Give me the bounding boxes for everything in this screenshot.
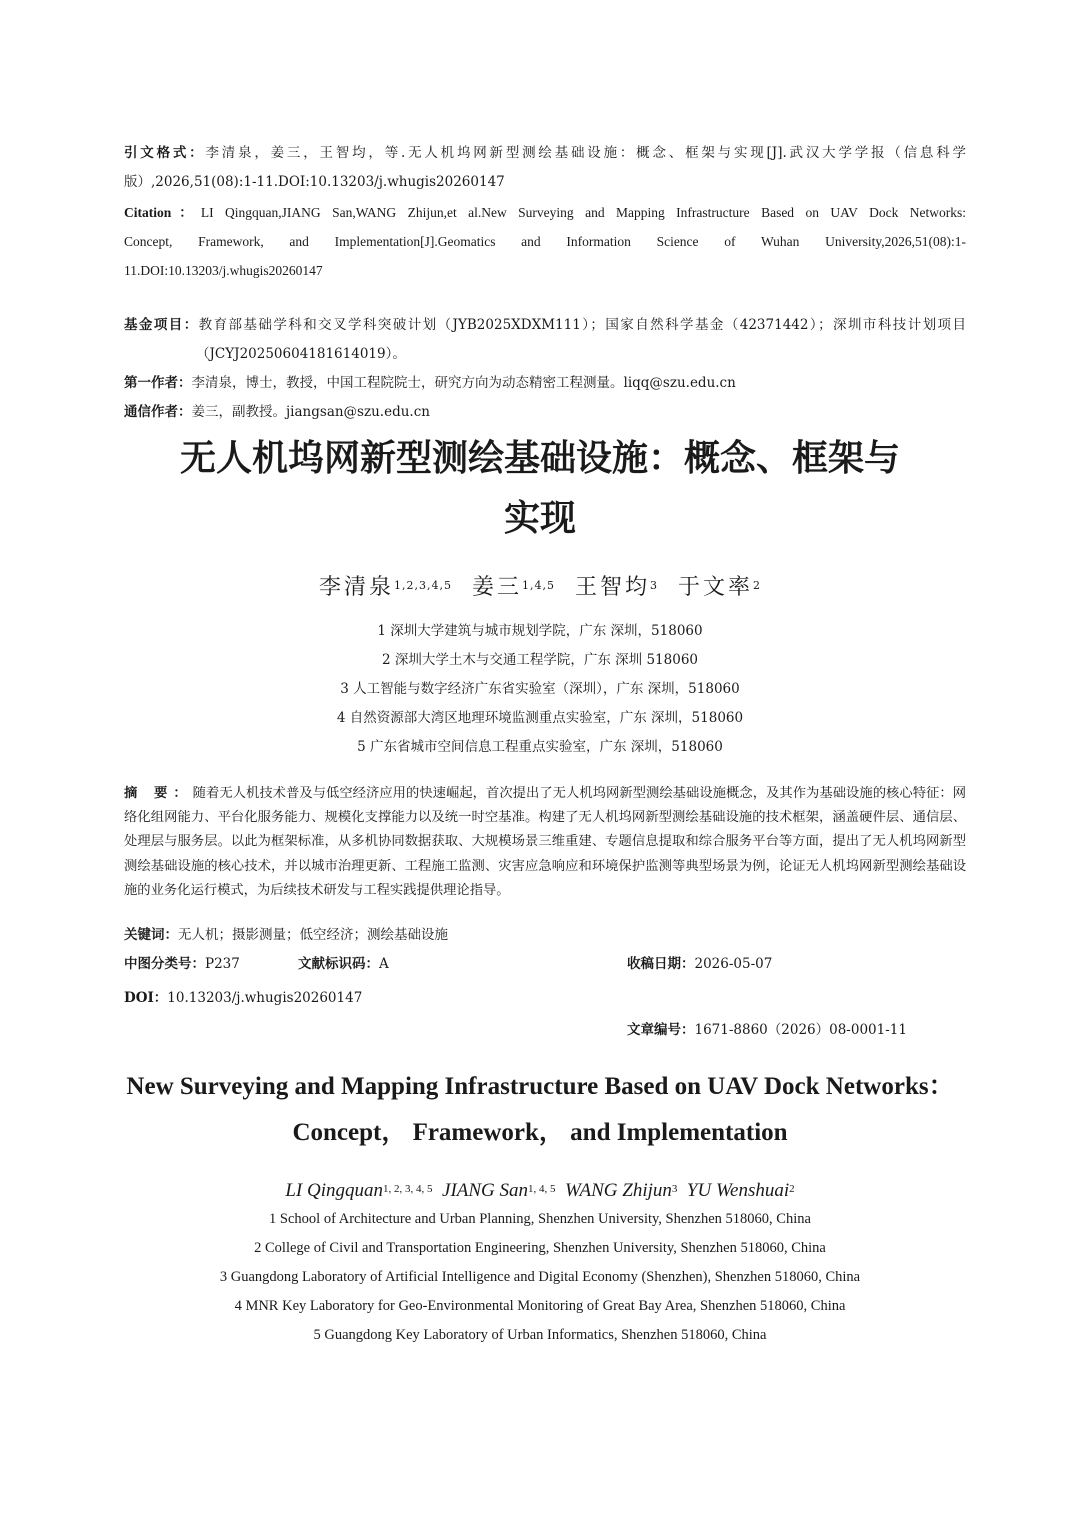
affiliation-zh-4: 4 自然资源部大湾区地理环境监测重点实验室，广东 深圳，518060 [336,710,744,726]
abstract-text: 随着无人机技术普及与低空经济应用的快速崛起，首次提出了无人机坞网新型测绘基础设施概念，及其作为基础设施的核心特征：网络化组网能力、平台化服务能力、规模化支撑能力以及统一时空基准。构建了无人机坞网新型测绘基础设施的技术框架，涵盖硬件层、通信层、处理层与服务层。以此为框架标准，从多机协同数据获取、大规模场景三维重建、专题信息提取和综合服务平台等方面，提出了无人机坞网新型测绘基础设施的核心技术，并以城市治理更新、工程施工监测、灾害应急响应和环境保护监测等典型场景为例，论证无人机坞网新型测绘基础设施的业务化运行模式，为后续技术研发与工程实践提供理论指导。 [124,786,966,898]
abstract [124,782,966,903]
first-author-info [124,369,966,398]
affiliation-zh-3: 3 人工智能与数字经济广东省实验室（深圳），广东 深圳，518060 [340,681,740,697]
document-code [298,953,389,975]
keywords-label: 关键词： [124,927,178,943]
citation-en-line-1 [124,198,966,227]
funding-label: 基金项目： [124,317,199,333]
affiliation-zh-2: 2 深圳大学土木与交通工程学院，广东 深圳 518060 [382,652,698,668]
author-zh [319,575,452,600]
author-zh-affil-sup: 2 [753,579,762,592]
author-en-name: JIANG San [442,1180,529,1201]
author-en-affil-sup: 1, 2, 3, 4, 5 [383,1183,433,1195]
title-zh-line-2: 实现 [503,497,576,539]
title-en-line-1: New Surveying and Mapping Infrastructure Based on UAV Dock Networks： [126,1073,954,1100]
author-en-name: WANG Zhijun [565,1180,672,1201]
first-author-label: 第一作者： [124,375,192,391]
citation-zh-label: 引文格式： [124,145,206,161]
authors-zh [100,568,980,608]
first-author-text: 李清泉，博士，教授，中国工程院院士，研究方向为动态精密工程测量。liqq@szu.edu.cn [191,375,736,391]
author-zh [678,575,761,600]
citation-en [124,198,966,285]
citation-en-line-2: Concept, Framework, and Implementation[J].Geomatics and Information Science of Wuhan University,2026,51(08):1- [124,234,966,249]
author-en [285,1180,432,1201]
author-zh-affil-sup: 1,4,5 [521,579,555,592]
citation-en-line-3: 11.DOI:10.13203/j.whugis20260147 [124,263,323,278]
article-number [627,1019,907,1041]
doi-value: 10.13203/j.whugis20260147 [167,990,363,1006]
author-en [565,1180,677,1201]
title-zh-line-1: 无人机坞网新型测绘基础设施：概念、框架与 [179,437,900,479]
citation-en-label: Citation： [124,205,201,220]
funding-text-1: 教育部基础学科和交叉学科突破计划（JYB2025XDXM111）；国家自然科学基金（42371442）；深圳市科技计划项目 [198,317,966,333]
citation-zh [124,139,966,197]
authors-en [100,1176,980,1206]
citation-zh-text-1: 李清泉，姜三，王智均，等.无人机坞网新型测绘基础设施：概念、框架与实现[J].武汉大学学报（信息科学 [205,145,966,161]
funding-line-2: （JCYJ20250604181614019）。 [196,346,406,362]
author-zh-name: 王智均 [574,575,650,600]
keywords [124,924,448,946]
affiliation-en-2: 2 College of Civil and Transportation Engineering, Shenzhen University, Shenzhen 518060, China [254,1240,826,1256]
author-en [687,1180,795,1201]
keywords-text: 无人机；摄影测量；低空经济；测绘基础设施 [178,927,448,943]
received-date-label: 收稿日期： [627,956,695,972]
doi-label: DOI： [124,990,168,1006]
author-zh-name: 姜三 [471,575,522,600]
author-zh-affil-sup: 3 [650,579,658,592]
author-zh [472,575,555,600]
document-code-value: A [379,956,389,972]
corresponding-author-info [124,398,966,427]
author-zh [575,575,658,600]
funding-line-1 [124,311,966,340]
funding-block [124,311,966,427]
affiliation-en-4: 4 MNR Key Laboratory for Geo-Environmental Monitoring of Great Bay Area, Shenzhen 518060, China [234,1298,846,1314]
citation-zh-line-2: 版）,2026,51(08):1-11.DOI:10.13203/j.whugis20260147 [124,174,505,190]
citation-en-text-1: LI Qingquan,JIANG San,WANG Zhijun,et al.New Surveying and Mapping Infrastructure Based on UAV Dock Networks: [200,205,967,220]
doi [124,987,362,1009]
received-date-value: 2026-05-07 [694,956,773,972]
classification-label: 中图分类号： [124,956,205,972]
abstract-label: 摘 要： [124,786,193,801]
affiliation-en-3: 3 Guangdong Laboratory of Artificial Intelligence and Digital Economy (Shenzhen), Shenzhen 518060, China [219,1269,861,1285]
received-date [627,953,772,975]
document-code-label: 文献标识码： [298,956,379,972]
author-en-affil-sup: 2 [789,1183,795,1195]
article-number-value: 1671-8860（2026）08-0001-11 [694,1022,907,1038]
author-en-affil-sup: 3 [671,1183,678,1195]
affiliation-zh-1: 1 深圳大学建筑与城市规划学院，广东 深圳，518060 [377,623,703,639]
author-zh-name: 李清泉 [318,575,394,600]
affiliation-en-1: 1 School of Architecture and Urban Planning, Shenzhen University, Shenzhen 518060, China [269,1211,811,1227]
author-en-affil-sup: 1, 4, 5 [528,1183,556,1195]
author-zh-name: 于文率 [678,575,754,600]
classification [124,953,240,975]
title-en-line-2: Concept， Framework， and Implementation [292,1119,788,1146]
classification-value: P237 [205,956,240,972]
author-en [442,1180,556,1201]
author-en-name: LI Qingquan [285,1180,384,1201]
author-en-name: YU Wenshuai [686,1180,790,1201]
article-number-label: 文章编号： [627,1022,695,1038]
corresponding-author-text: 姜三，副教授。jiangsan@szu.edu.cn [191,404,430,420]
affiliation-en-5: 5 Guangdong Key Laboratory of Urban Informatics, Shenzhen 518060, China [313,1327,767,1343]
author-zh-affil-sup: 1,2,3,4,5 [393,579,452,592]
affiliation-zh-5: 5 广东省城市空间信息工程重点实验室，广东 深圳，518060 [357,739,723,755]
corresponding-author-label: 通信作者： [124,404,192,420]
citation-zh-line-1 [124,139,966,168]
